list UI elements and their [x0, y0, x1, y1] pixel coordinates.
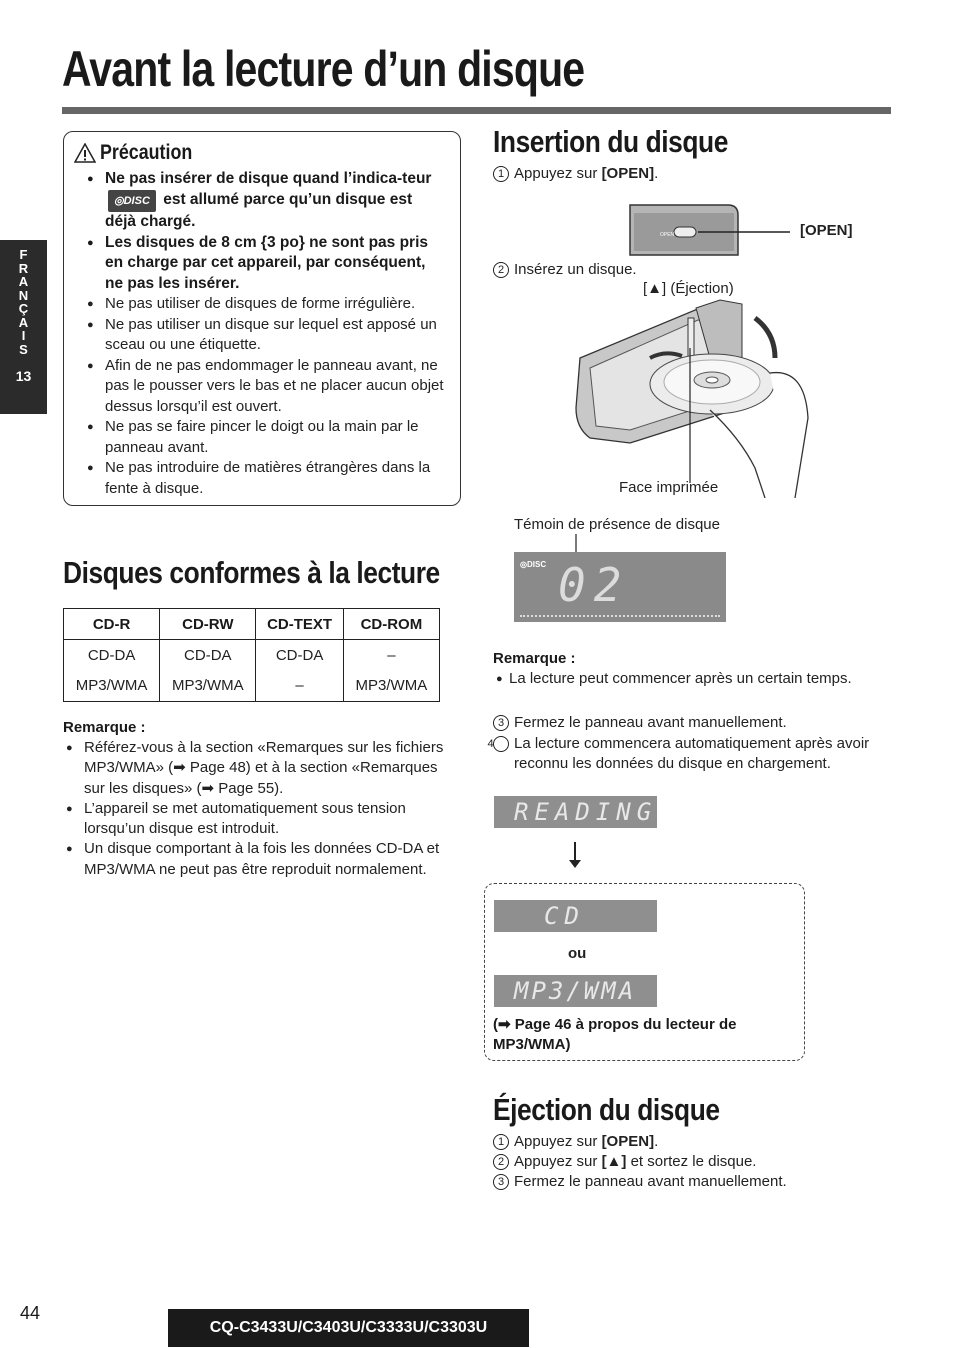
compatible-discs-heading: Disques conformes à la lecture [63, 555, 440, 590]
eject-step-1 [493, 1133, 658, 1150]
remark-list [66, 738, 451, 880]
remark-item: ● La lecture peut commencer après un certain temps. [496, 669, 896, 689]
down-arrow-icon [568, 842, 582, 868]
step-key: [▲] [601, 1153, 627, 1170]
page-number: 44 [20, 1303, 41, 1323]
remark-item: ● Un disque comportant à la fois les données CD-DA et MP3/WMA ne peut pas être reproduit normalement. [66, 839, 451, 880]
step-text-after: et sortez le disque. [626, 1153, 757, 1170]
lcd-level-bar [520, 615, 720, 620]
remark-title: Remarque : [63, 719, 146, 736]
table-cell: CD-DA [64, 640, 160, 671]
compatible-discs-table [63, 608, 440, 702]
face-label: Face imprimée [619, 479, 719, 496]
caution-title: Précaution [100, 141, 193, 164]
step-number: 2 [493, 1154, 509, 1170]
lcd-disc-text: DISC [526, 560, 547, 569]
eject-step-2 [493, 1153, 756, 1170]
model-number-bar: CQ-C3433U/C3403U/C3333U/C3303U [168, 1309, 529, 1347]
or-label: ou [568, 945, 587, 962]
step-text: Appuyez sur [514, 1153, 598, 1170]
insertion-heading: Insertion du disque [493, 124, 728, 159]
lcd-disc-indicator: ◎DISC [520, 560, 547, 569]
table-cell: MP3/WMA [343, 671, 439, 702]
disc-presence-label: Témoin de présence de disque [514, 516, 720, 533]
lcd-display-02 [514, 552, 726, 622]
tab-letter: Ç [18, 301, 29, 316]
table-cell: CD-DA [256, 640, 343, 671]
page-reference: (➡ Page 46 à propos du lecteur de MP3/WMA) [493, 1016, 737, 1053]
lcd-mp3-text: MP3/WMA [514, 977, 637, 1005]
caution-item: ● Ne pas introduire de matières étrangères dans la fente à disque. [87, 458, 447, 499]
insertion-remark-list [496, 669, 896, 689]
title-rule [62, 107, 891, 114]
insert-step-3 [493, 714, 787, 731]
step-text: La lecture commencera automatiquement après avoir reconnu les données du disque en chargement. [514, 735, 870, 772]
table-row [64, 640, 440, 671]
table-cell: – [256, 671, 343, 702]
page-title: Avant la lecture d’un disque [62, 41, 585, 97]
table-row [64, 671, 440, 702]
eject-label: [▲] (Éjection) [643, 280, 734, 297]
table-cell: MP3/WMA [64, 671, 160, 702]
tab-letter: R [18, 260, 29, 276]
table-cell: – [343, 640, 439, 671]
table-header-cell: CD-RW [160, 609, 256, 640]
tab-letter: I [21, 328, 26, 343]
table-header-cell: CD-R [64, 609, 160, 640]
table-header-cell: CD-ROM [343, 609, 439, 640]
tab-letter: S [19, 341, 28, 357]
table-cell: CD-DA [160, 640, 256, 671]
remark-item: ● Référez-vous à la section «Remarques sur les fichiers MP3/WMA» (➡ Page 48) et à la section «Remarques sur les disques» (➡ Page 55). [66, 738, 451, 799]
disc-indicator-badge: ◎DISC [108, 190, 156, 213]
insertion-remark-title: Remarque : [493, 650, 576, 667]
ejection-heading: Éjection du disque [493, 1092, 720, 1127]
insert-step-1: 1 Appuyez sur [OPEN]. [493, 165, 658, 182]
caution-item: ● Ne pas se faire pincer le doigt ou la main par le panneau avant. [87, 417, 447, 458]
step-text: Appuyez sur [514, 165, 598, 182]
tab-letter: F [19, 247, 28, 262]
lcd-cd-text: CD [544, 902, 585, 930]
step-key: [OPEN] [601, 165, 655, 182]
lcd-mp3-wma [494, 975, 657, 1007]
insert-step-4 [487, 734, 883, 774]
caution-item: ● Ne pas utiliser un disque sur lequel est apposé un sceau ou une étiquette. [87, 315, 447, 356]
table-cell: MP3/WMA [160, 671, 256, 702]
caution-heading [74, 141, 209, 165]
step-text: Fermez le panneau avant manuellement. [514, 714, 787, 731]
eject-step-3 [493, 1173, 787, 1190]
step-number: 4 [493, 736, 509, 752]
lcd-reading-text: READING [514, 798, 658, 826]
step-text-after: . [654, 1133, 659, 1150]
disc-insertion-illustration [570, 298, 810, 498]
open-button-text: OPEN [660, 232, 675, 238]
step-text: Appuyez sur [514, 1133, 598, 1150]
open-callout: [OPEN] [800, 222, 853, 239]
step-text: Insérez un disque. [514, 261, 637, 278]
step-number: 2 [493, 262, 509, 278]
lcd-cd [494, 900, 657, 932]
lcd-reading [494, 796, 657, 828]
caution-item: ● Les disques de 8 cm {3 po} ne sont pas pris en charge par cet appareil, par conséquent, ne pas les insérer. [87, 233, 447, 295]
step-number: 1 [493, 1134, 509, 1150]
tab-letter: A [18, 274, 29, 289]
step-number: 3 [493, 1174, 509, 1190]
tab-letter: N [18, 287, 29, 303]
table-header-row [64, 609, 440, 640]
section-number: 13 [15, 368, 32, 384]
table-header-cell: CD-TEXT [256, 609, 343, 640]
step-number: 3 [493, 715, 509, 731]
step-text: Fermez le panneau avant manuellement. [514, 1173, 787, 1190]
insert-step-2 [493, 261, 637, 278]
indicator-leader-line [574, 534, 578, 554]
language-side-tab [0, 240, 47, 414]
caution-item [87, 169, 447, 233]
lcd-track-number: 02 [558, 558, 630, 612]
caution-text: Ne pas insérer de disque quand l’indica-teur [105, 170, 432, 187]
language-letters [0, 248, 47, 356]
step-key: [OPEN] [601, 1133, 655, 1150]
step-number: 1 [493, 166, 509, 182]
caution-item: ● Ne pas utiliser de disques de forme irrégulière. [87, 294, 447, 315]
caution-list [87, 169, 447, 499]
tab-letter: A [18, 314, 29, 330]
caution-text: est allumé parce qu’un disque est déjà chargé. [105, 190, 413, 230]
remark-item: ● L’appareil se met automatiquement sous tension lorsqu’un disque est introduit. [66, 799, 451, 840]
caution-item: ● Afin de ne pas endommager le panneau avant, ne pas le pousser vers le bas et ne placer aucun objet dessus lorsqu’il est ouvert. [87, 356, 447, 418]
disc-badge-label: DISC [123, 194, 150, 207]
warning-icon [74, 143, 96, 163]
